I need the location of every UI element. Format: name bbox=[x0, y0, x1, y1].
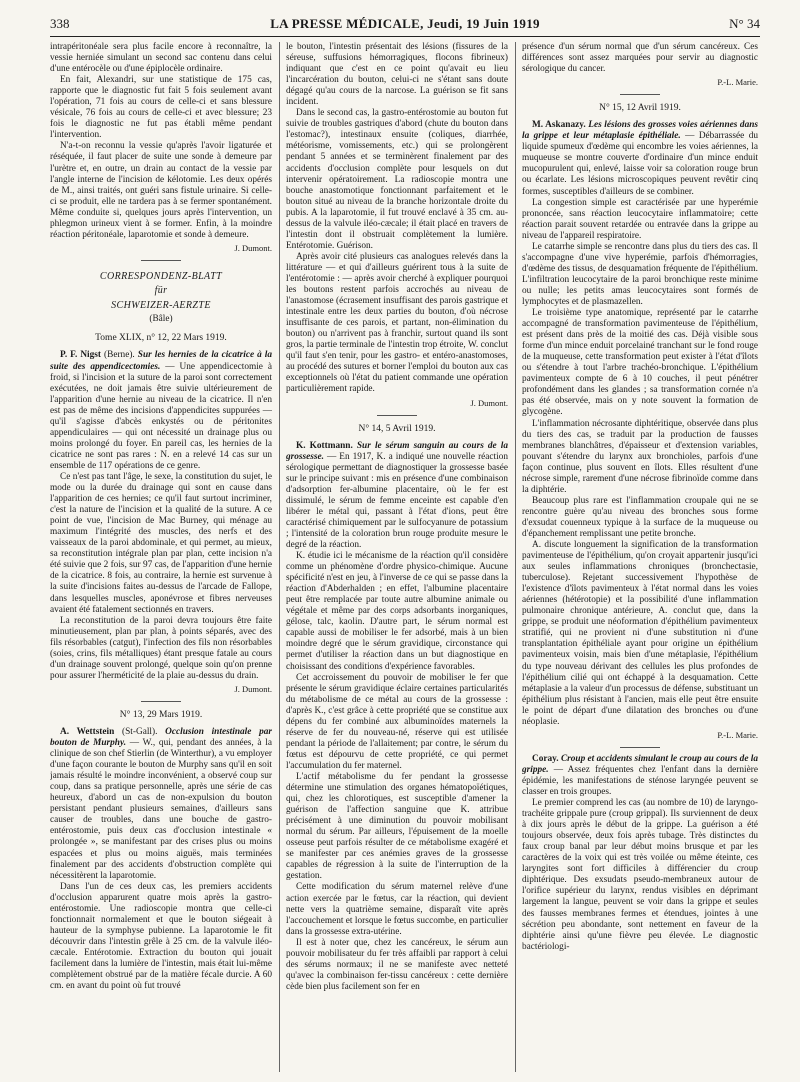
paragraph: Après avoir cité plusieurs cas analogues relevés dans la littérature — et qui d'ailleurs guérirent tous à la suite de l'entérotomie : — après avoir cherché à expliquer pourquoi les boutons restent parfois accrochés au niveau de l'anastomose (écrasement insuffisant des parois gastrique et intestinale entre les deux parties du bouton, d'où nécrose insuffisante de ces parois, et partant, non-élimination du bouton) ou n'arrivent pas à franchir, surtout quand ils sont gros, la partie terminale de l'intestin trop étroite, W. conclut qu'il faut s'en tenir, pour les gastro- et entéro-anastomoses, au procédé des sutures et borner l'emploi du bouton aux cas exceptionnels où l'état du patient commande une opération particulièrement rapide. bbox=[286, 251, 508, 395]
article-author: M. Askanazy. bbox=[532, 120, 586, 131]
journal-title: LA PRESSE MÉDICALE, Jeudi, 19 Juin 1919 bbox=[270, 16, 540, 31]
article-title: Croup et accidents simulant le croup au cours de la grippe. bbox=[522, 753, 758, 775]
article-author: K. Kottmann. bbox=[296, 440, 353, 451]
section-name: SCHWEIZER-AERZTE bbox=[111, 299, 211, 311]
divider bbox=[620, 747, 660, 748]
article-text: — W., qui, pendant des années, à la clinique de son chef Stierlin (de Winterthur), a vu employer d'une façon courante le bouton de Murphy sans qu'il en soit jamais résulté le moindre inconvénient, a observé coup sur coup, dans sa pratique personnelle, après une série de cas heureux, d'abord un cas de non-expulsion du bouton persistant pendant plusieurs semaines, d'ailleurs sans causer de troubles, dans une bouche de gastro-entérostomie, puis deux cas d'occlusion intestinale « prolongée », se manifestant par des crises plus ou moins espacées et plus ou moins aiguës, mais terminées finalement par des accidents d'obstruction complète qui nécessitèrent la laparotomie. bbox=[50, 738, 272, 881]
paragraph: La congestion simple est caractérisée par une hyperémie prononcée, sans réaction leucocytaire inflammatoire; cette réaction parait souvent retardée ou entravée dans la grippe au niveau de l'appareil respiratoire. bbox=[522, 197, 758, 241]
article-text: — En 1917, K. a indiqué une nouvelle réaction sérologique permettant de diagnostiquer la grossesse basée sur le principe suivant : mis en présence d'une combinaison d'adsorption fer-albumine placentaire, où le fer est dissimulé, le sérum de femme enceinte est capable d'en libérer le métal qui, passant à l'état d'ions, peut être caractérisé chimiquement par le sulfocyanure de potassium ; l'intensité de la coloration brun rouge produite mesure le degré de la réaction. bbox=[286, 451, 508, 551]
paragraph: Le premier comprend les cas (au nombre de 10) de laryngo-trachéite grippale pure (croup grippal). Ils surviennent de deux à dix jours après le début de la grippe. La guérison a été toujours observée, deux fois après tubage. Très distinctes du faux croup banal par leur début moins brusque et par les caractères de la voix qui est très voilée ou même éteinte, ces laryngites sont fort difficiles à différencier du croup diphtérique. Des exsudats pseudo-membraneux autour de l'orifice supérieur du larynx, rendus visibles en déprimant largement la langue, peuvent se voir dans la grippe et seules des fausses membranes fermes et étendues, jointes à une sécrétion peu abondante, sont nettement en faveur de la diphtérie ainsi qu'une fièvre peu élevée. Le diagnostic bactériologi- bbox=[522, 798, 758, 952]
issue-date: N° 14, 5 Avril 1919. bbox=[358, 423, 436, 434]
article-title: Sur le sérum sanguin au cours de la grossesse. bbox=[286, 440, 508, 462]
paragraph: Cette modification du sérum maternel relève d'une action exercée par le fœtus, car la réaction, qui devient nette vers la quatrième semaine, disparaît vite après l'accouchement et lorsque le fœtus succombe, en particulier dans la grossesse extra-utérine. bbox=[286, 882, 508, 937]
paragraph: Ce n'est pas tant l'âge, le sexe, la constitution du sujet, le mode ou la durée du drainage qui sont en cause dans l'apparition de ces hernies; ce qu'il faut surtout incriminer, c'est la nature de l'incision et la qualité de la suture. A ce point de vue, l'incision de Mac Burney, qui ménage au maximum l'intégrité des muscles, des nerfs et des vaisseaux de la paroi abdominale, et qui permet, au mieux, sa reconstitution intégrale plan par plan, cette incision n'a été suivie que 2 fois, sur 97 cas, de l'apparition d'une hernie de la cicatrice. 8 fois, au contraire, la hernie est survenue à la suite d'incisions faites au-dessus de l'arcade de Fallope, dans lesquelles muscles, aponévrose et fibres nerveuses avaient été fatalement sectionnés en travers. bbox=[50, 472, 272, 615]
paragraph: intrapéritonéale sera plus facile encore à reconnaître, la vessie herniée simulant un second sac contenu dans celui d'une entérocèle ou d'une épiplocèle ordinaire. bbox=[50, 42, 272, 75]
divider bbox=[141, 260, 181, 261]
article-location: (Berne). bbox=[104, 350, 135, 361]
paragraph: Cet accroissement du pouvoir de mobiliser le fer que présente le sérum gravidique éclaire certaines particularités du métabolisme de ce métal au cours de la grossesse : d'après K., c'est grâce à cette propriété que se constitue aux dépens du fer combiné aux albuminoïdes maternels la réserve de fer du nouveau-né, réserve qui est utilisée pendant la période de l'allaitement; par contre, le sérum du fœtus est dépourvu de cette propriété, ce qui permet l'accumulation du fer maternel. bbox=[286, 672, 508, 771]
paragraph: Beaucoup plus rare est l'inflammation croupale qui ne se rencontre guère qu'au niveau des bronches sous forme d'exsudat couenneux typique à la surface de la muqueuse ou d'épanchement remplissant une petite bronche. bbox=[522, 495, 758, 539]
paragraph: A. discute longuement la signification de la transformation pavimenteuse de l'épithélium, qu'on croyait appartenir jusqu'ici aux seules inflammations chroniques (bronchectasie, tuberculose). Rejetant successivement l'hypothèse de l'existence d'îlots pavimenteux à l'état normal dans les voies aériennes (hétérotopie) et la possibilité d'une inflammation pulmonaire chronique antérieure, A. conclut que, dans la grippe, se produit une néoformation d'épithélium pavimenteux stratifié, qui ne provient ni d'une substitution ni d'une transplantation épithéliale ayant pour origine un épithélium pavimenteux voisin, mais bien d'une métaplasie, l'épithélium du type nouveau dérivant des cellules les plus profondes de l'épithélium cilié qui ont échappé à la desquamation. Cette métaplasie a la valeur d'un processus de défense, substituant un épithélium plus résistant à l'ancien, mais elle peut être ensuite le point de départ d'une dilatation des bronches ou d'une néoplasie. bbox=[522, 540, 758, 727]
article bbox=[50, 727, 272, 882]
paragraph: Dans l'un de ces deux cas, les premiers accidents d'occlusion apparurent quatre mois après la gastro-entérostomie. Une radioscopie montra que celle-ci fonctionnait normalement et que le bouton siégeait à hauteur de la symphyse pubienne. La laparotomie le fit découvrir dans l'intestin grêle à 25 cm. de la valvule iléo-cæcale. Entérotomie. Extraction du bouton qui jouait facilement dans la lumière de l'intestin, mais était lui-même complètement obstrué par de la matière fécale durcie. A 60 cm. en avant du point où fut trouvé bbox=[50, 881, 272, 992]
article-author: Coray. bbox=[532, 753, 559, 764]
article-title: Les lésions des grosses voies aériennes dans la grippe et leur métaplasie épithéliale. bbox=[522, 120, 758, 142]
section-title: CORRESPONDENZ-BLATT bbox=[99, 270, 223, 282]
article-author: P. F. Nigst bbox=[60, 350, 101, 361]
page-header bbox=[50, 16, 760, 37]
issue-date: N° 15, 12 Avril 1919. bbox=[599, 103, 681, 114]
article-text: — Assez fréquentes chez l'enfant dans la dernière épidémie, les manifestations de sténose laryngée peuvent se classer en trois groupes. bbox=[522, 764, 758, 797]
issue-date: N° 13, 29 Mars 1919. bbox=[119, 709, 203, 720]
article bbox=[50, 350, 272, 472]
signature: P.-L. Marie. bbox=[717, 77, 758, 88]
paragraph: Le troisième type anatomique, représenté par le catarrhe accompagné de transformation pavimenteuse de l'épithélium, est présent dans près de la moitié des cas. Déjà visible sous forme d'un mince enduit porcelainé tranchant sur le fond rouge de la muqueuse, cette transformation peut exister à l'état d'îlots ou s'étendre à tout l'arbre trachéo-bronchique. L'épithélium pavimenteux compte de 6 à 10 couches, il peut pénétrer profondément dans les glandes ; sa transformation cornée n'a pas été observée, mais on y note souvent la formation de glycogène. bbox=[522, 308, 758, 418]
issue-number: N° 34 bbox=[729, 16, 760, 31]
article bbox=[522, 754, 758, 798]
paragraph: La reconstitution de la paroi devra toujours être faite minutieusement, plan par plan, à points séparés, avec des fils résorbables (catgut), l'infection des fils non résorbables (soies, crins, fils métalliques) étant presque fatale au cours d'un drainage souvent prolongé, quelque soin qu'on prenne pour assurer l'herméticité de la plaie au-dessus du drain. bbox=[50, 615, 272, 681]
paragraph: K. étudie ici le mécanisme de la réaction qu'il considère comme un phénomène d'ordre physico-chimique. Aucune spécificité n'est en jeu, à l'inverse de ce qui se passe dans la réaction d'Abderhalden ; en effet, l'albumine placentaire peut être remplacée par toute autre albumine animale ou végétale et même par des corps adsorbants inorganiques, gélose, talc, kaolin. D'autre part, le sérum normal est capable aussi de mobiliser le fer adsorbé, mais à un bien moindre degré que le sérum gravidique, circonstance qui permet d'utiliser la réaction dans un but diagnostique en choisissant des conditions d'expérience favorables. bbox=[286, 551, 508, 672]
article-title: Sur les hernies de la cicatrice à la suite des appendicectomies. bbox=[50, 350, 272, 372]
divider bbox=[141, 701, 181, 702]
paragraph: N'a-t-on reconnu la vessie qu'après l'avoir ligaturée et réséquée, il faut placer de suite une sonde à demeure par l'urètre et, en outre, un drain au contact de la vessie par l'angle interne de l'incision de kélotomie. Les deux opérés de M., ainsi traités, ont guéri sans fistule urinaire. Si celle-ci se produit, elle ne tardera pas à se fermer spontanément. Même conduite si, quelques jours après l'intervention, un phlegmon urineux vient à se former. Enfin, à la moindre réaction péritonéale, laparotomie et sonde à demeure. bbox=[50, 141, 272, 240]
paragraph: L'actif métabolisme du fer pendant la grossesse détermine une stimulation des organes hématopoïétiques, qui, chez les chlorotiques, est susceptible d'amener la guérison de l'affection sanguine que K. attribue précisément à une diminution du pouvoir mobilisant normal du sérum. Par ailleurs, l'épuisement de la moelle osseuse peut parfois résulter de ce métabolisme exagéré et se manifester par ces anémies graves de la grossesse capables de régression à la suite de l'interruption de la gestation. bbox=[286, 772, 508, 882]
paragraph: Dans le second cas, la gastro-entérostomie au bouton fut suivie de troubles gastriques d'abord (chute du bouton dans l'estomac?), intestinaux ensuite (coliques, diarrhée, météorisme, vomissements, etc.) qui se prolongèrent pendant 5 années et se terminèrent finalement par des accidents d'occlusion complète pour lesquels on dut intervenir opératoirement. La radioscopie montra une bouche anastomotique fonctionnant parfaitement et le bouton situé au niveau de la branche horizontale droite du pubis. A la laparotomie, il fut trouvé enclavé à 35 cm. au-dessus de la valvule iléo-cæcale; il était placé en travers de l'intestin dont il obstruait complètement la lumière. Entérotomie. Guérison. bbox=[286, 108, 508, 251]
article-location: (St-Gall). bbox=[122, 726, 158, 737]
section-city: (Bâle) bbox=[149, 314, 173, 325]
signature: J. Dumont. bbox=[470, 397, 508, 408]
column-separator bbox=[515, 42, 516, 1072]
divider bbox=[620, 94, 660, 95]
paragraph: L'inflammation nécrosante diphtéritique, observée dans plus du tiers des cas, se traduit par la production de fausses membranes blanchâtres, d'épaisseur et d'extension variables, pouvant s'étendre du larynx aux bronchioles, parfois d'une façon continue, plus souvent en îlots. Elles résultent d'une nécrose simple, rarement d'une nécrose fibrinoïde comme dans la diphtérie. bbox=[522, 418, 758, 495]
paragraph: En fait, Alexandri, sur une statistique de 175 cas, rapporte que le diagnostic fut fait 5 fois seulement avant l'opération, 71 fois au cours de celle-ci et sans blessure vésicale, 76 fois au cours de celle-ci et avec blessure; 23 fois le diagnostic ne fut pas établi même pendant l'intervention. bbox=[50, 75, 272, 141]
article-title: Occlusion intestinale par bouton de Murphy. bbox=[50, 726, 272, 749]
paragraph: Le catarrhe simple se rencontre dans plus du tiers des cas. Il s'accompagne d'une vive hyperémie, parfois d'hémorragies, d'œdème des tissus, de desquamation fréquente de l'épithélium. L'infiltration leucocytaire de la paroi bronchique reste minime ou nulle; les petits amas leucocytaires sont formés de lymphocytes et de plasmazellen. bbox=[522, 241, 758, 307]
column-separator bbox=[279, 42, 280, 1072]
divider bbox=[377, 415, 417, 416]
article bbox=[522, 120, 758, 197]
issue-date: Tome XLIX, n° 12, 22 Mars 1919. bbox=[95, 333, 227, 344]
paragraph: présence d'un sérum normal que d'un sérum cancéreux. Ces différences sont assez marquées pour servir au diagnostic sérologique du cancer. bbox=[522, 42, 758, 75]
signature: J. Dumont. bbox=[234, 683, 272, 694]
section-fur: für bbox=[154, 285, 168, 297]
signature: P.-L. Marie. bbox=[717, 729, 758, 740]
paragraph: le bouton, l'intestin présentait des lésions (fissures de la séreuse, suffusions hémorragiques, flocons fibrineux) indiquant que c'est en ce point qu'avait eu lieu l'incarcération du bouton, celui-ci ne s'étant sans doute dégagé qu'au cours de la narcose. La guérison se fit sans incident. bbox=[286, 42, 508, 108]
column-3 bbox=[522, 42, 758, 1072]
article bbox=[286, 441, 508, 551]
column-2 bbox=[286, 42, 508, 1072]
article-author: A. Wettstein bbox=[60, 726, 115, 737]
article-text: — Débarrassée du liquide spumeux d'œdème qui encombre les voies aériennes, la muqueuse se montre couverte d'ordinaire d'un mince enduit mucopurulent qui, enlevé, laisse voir sa coloration rouge brun ou écarlate. Les lésions microscopiques peuvent revêtir cinq formes, susceptibles d'ailleurs de se combiner. bbox=[522, 131, 758, 197]
column-1 bbox=[50, 42, 272, 1072]
signature: J. Dumont. bbox=[234, 242, 272, 253]
paragraph: Il est à noter que, chez les cancéreux, le sérum aun pouvoir mobilisateur du fer très affaibli par rapport à celui des sérums normaux; il ne se manifeste avec netteté qu'avec la combinaison fer-tissu cancéreux : cette dernière cède bien plus facilement son fer en bbox=[286, 937, 508, 992]
article-text: — Une appendicectomie à froid, si l'incision et la suture de la paroi sont correctement exécutées, ne doit jamais être suivie ultérieurement de l'apparition d'une hernie au niveau de la cicatrice. Il n'en est pas de même des incisions d'appendicites suppurées — qu'il s'agisse d'abcès enkystés ou de péritonites appendiculaires — qui ont nécessité un drainage plus ou moins prolongé du foyer. En pareil cas, les hernies de la cicatrice ne sont pas rares : N. en a relevé 14 cas sur un ensemble de 117 opérations de ce genre. bbox=[50, 361, 272, 471]
page-number: 338 bbox=[50, 16, 70, 31]
